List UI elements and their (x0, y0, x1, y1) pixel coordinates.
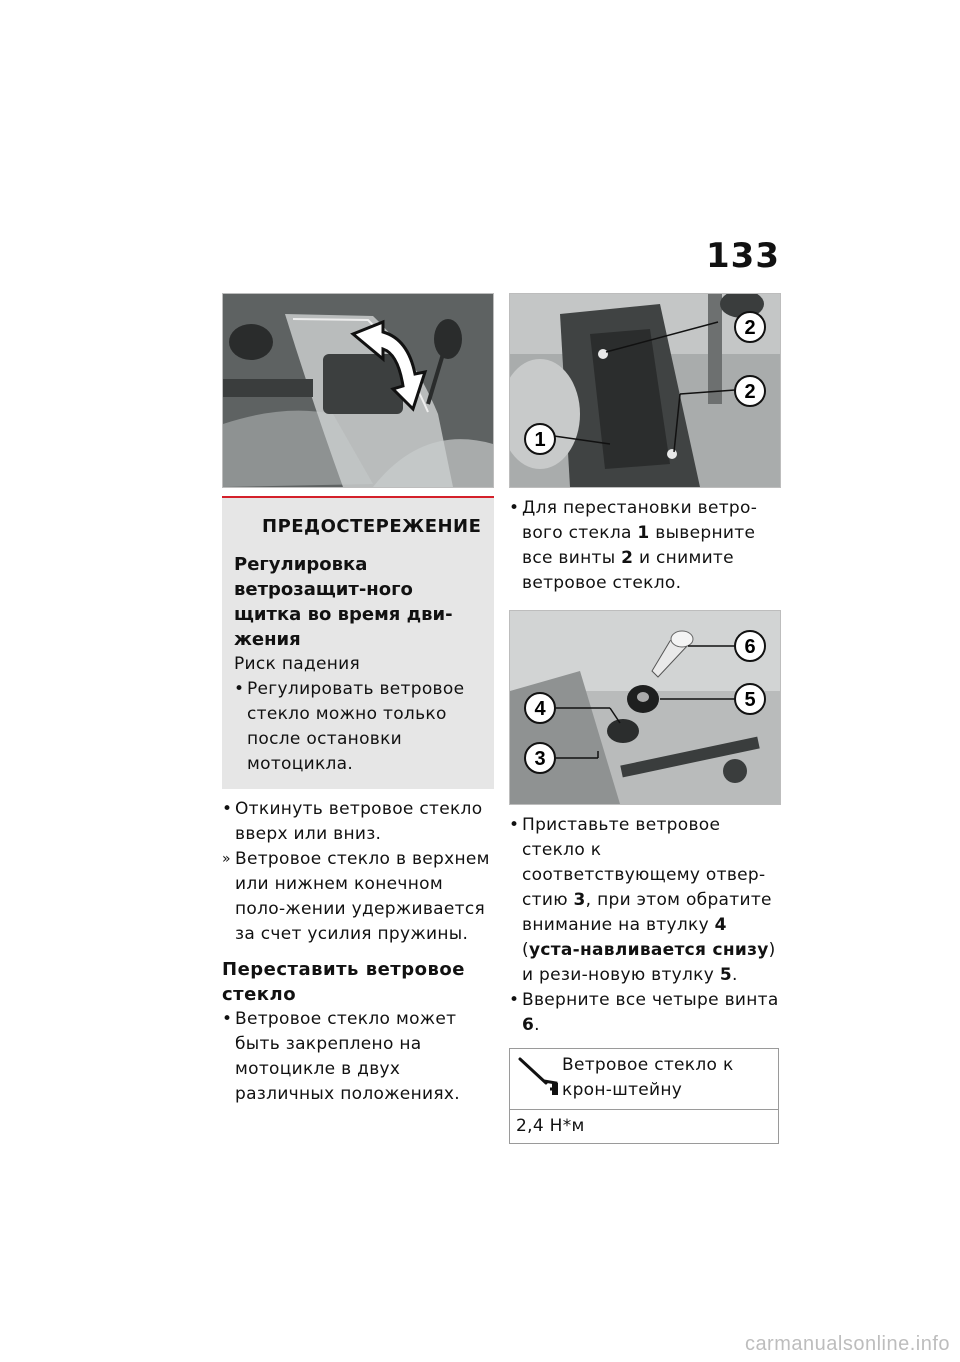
step-attach: • Приставьте ветровое стекло к соответствующему отвер-стию 3, при этом обратите внимание на втулку 4 (уста-навливается снизу) и рези-новую втулку 5. (509, 813, 781, 988)
warning-risk: Риск падения (234, 654, 361, 674)
step-screw: • Вверните все четыре винта 6. (509, 988, 781, 1038)
watermark: carmanualsonline.info (744, 1333, 950, 1355)
windscreen-photo (222, 293, 494, 488)
warning-item: • Регулировать ветровое стекло можно только после остановки мотоцикла. (234, 677, 480, 777)
torque-label: Ветровое стекло к крон-штейну (562, 1055, 734, 1100)
callout-2-bottom (735, 376, 765, 406)
torque-value: 2,4 Н*м (516, 1116, 585, 1136)
bushings-illustration (510, 611, 780, 804)
bushings-photo (509, 610, 781, 805)
page-number: 133 (706, 236, 780, 276)
svg-text:6: 6 (744, 636, 756, 658)
result-spring: » Ветровое стекло в верхнем или нижнем конечном поло-жении удерживается за счет усилия пружины. (222, 847, 494, 947)
callout-1 (525, 424, 555, 454)
torque-wrench-icon (516, 1053, 562, 1097)
svg-text:3: 3 (534, 748, 546, 770)
screws-illustration (510, 294, 780, 487)
warning-header (252, 512, 480, 540)
step-positions: • Ветровое стекло может быть закреплено на мотоцикле в двух различных положениях. (222, 1007, 494, 1107)
callout-2-top (735, 312, 765, 342)
callout-5 (735, 684, 765, 714)
warning-subtitle: Регулировка ветрозащит-ного щитка во время дви-жения (234, 554, 453, 650)
windscreen-illustration (223, 294, 493, 487)
torque-table (509, 1048, 779, 1144)
svg-text:1: 1 (534, 429, 546, 451)
callout-3 (525, 743, 555, 773)
callout-4 (525, 693, 555, 723)
torque-label-row (510, 1049, 778, 1110)
right-column (509, 293, 781, 1144)
left-column (222, 293, 494, 1107)
svg-text:2: 2 (744, 317, 756, 339)
warning-title: ПРЕДОСТЕРЕЖЕНИЕ (262, 515, 482, 537)
section-heading: Переставить ветровое стекло (222, 959, 465, 1005)
svg-text:4: 4 (534, 698, 546, 720)
step-unscrew: • Для перестановки ветро-вого стекла 1 выверните все винты 2 и снимите ветровое стекло. (509, 496, 781, 596)
svg-text:2: 2 (744, 381, 756, 403)
step-tilt: • Откинуть ветровое стекло вверх или вниз. (222, 797, 494, 847)
screws-photo (509, 293, 781, 488)
warning-box (222, 496, 494, 789)
callout-6 (735, 631, 765, 661)
svg-text:5: 5 (744, 689, 756, 711)
